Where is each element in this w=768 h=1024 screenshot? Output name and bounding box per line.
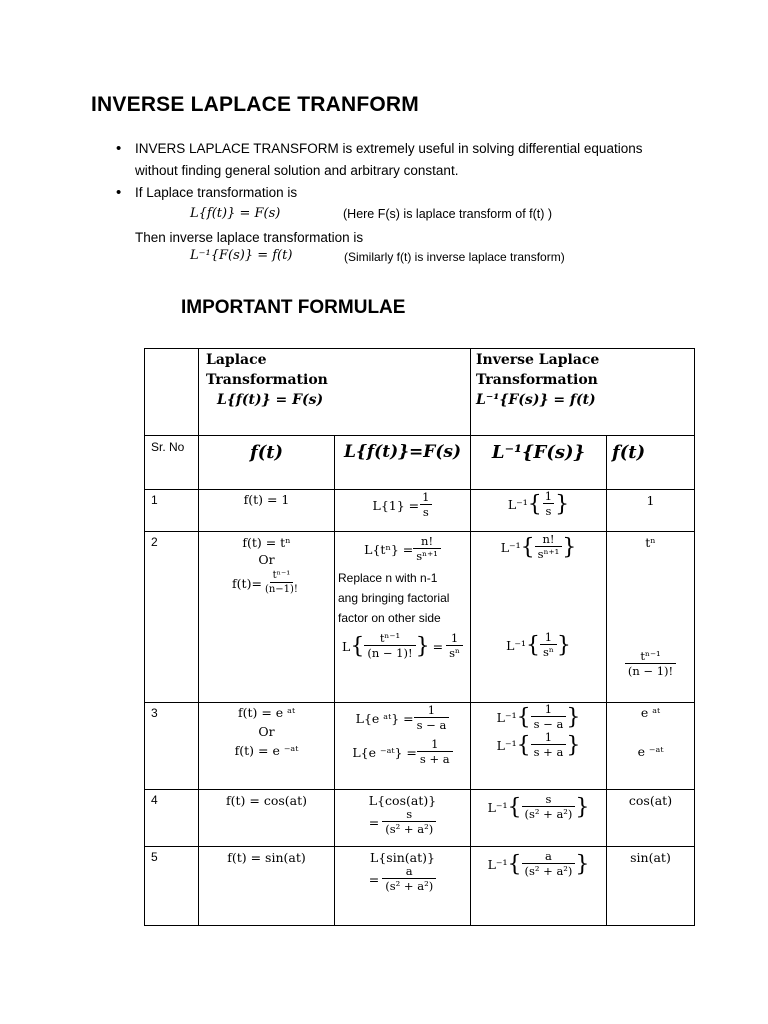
row-1-laplace-prefix: L{1} = <box>372 497 420 513</box>
row-2-laplace-shifted-prefix: L <box>342 638 351 654</box>
row-2-shifted-equals: = <box>432 638 444 654</box>
table-row <box>145 490 695 532</box>
bullet-marker: • <box>116 184 122 201</box>
table-column-header-row <box>145 436 695 490</box>
row-2-replace-line-3: factor on other side <box>338 611 441 625</box>
row-3-laplace-b-num: 1 <box>431 737 439 751</box>
row-3-inverse-b-prefix: L⁻¹ <box>496 737 517 753</box>
bullet-1-line-2: without finding general solution and arbitrary constant. <box>135 163 459 178</box>
row-4-result: cos(at) <box>628 793 673 808</box>
table-row <box>145 532 695 703</box>
row-2-ft-b-num: tⁿ⁻¹ <box>270 569 294 583</box>
row-2-ft-a: f(t) = tⁿ <box>242 535 291 550</box>
row-5-result: sin(at) <box>630 850 671 865</box>
row-3-inverse-a-den: s − a <box>531 716 567 731</box>
row-2-result: tⁿ <box>645 535 656 550</box>
row-1-inverse-num: 1 <box>544 489 553 503</box>
row-5-laplace-top: L{sin(at)} <box>370 850 435 865</box>
laplace-header-label-2: Transformation <box>206 372 328 388</box>
row-3-inverse-b-den: s + a <box>531 744 567 759</box>
inverse-header-formula: L⁻¹{F(s)} = f(t) <box>476 392 596 408</box>
row-5-inverse-prefix: L⁻¹ <box>487 856 508 872</box>
header-srno <box>145 436 199 490</box>
row-4-inverse-num: s <box>545 792 552 806</box>
header-lf <box>335 436 471 490</box>
inverse-header-label-2: Transformation <box>476 372 598 388</box>
equation-laplace-note: (Here F(s) is laplace transform of f(t) ) <box>343 207 553 221</box>
equation-laplace: L{f(t)} = F(s) <box>190 206 281 221</box>
header-ft2-label: f(t) <box>612 442 646 463</box>
row-1-laplace-den: s <box>420 504 432 519</box>
row-1-ft: f(t) = 1 <box>243 492 290 507</box>
row-number: 3 <box>151 706 158 720</box>
table-row <box>145 847 695 926</box>
row-5-laplace-num: a <box>405 864 413 878</box>
row-2-inverse-shifted-den: sⁿ <box>540 644 557 659</box>
row-2-laplace <box>335 532 470 563</box>
row-2-inverse-shifted-num: 1 <box>544 630 553 644</box>
row-2-replace-note <box>335 563 470 628</box>
header-ft-label: f(t) <box>249 442 284 463</box>
row-2-ft-b <box>199 567 334 597</box>
row-2-shifted-num: 1 <box>450 631 459 645</box>
row-3-ft-b: f(t) = e ⁻ᵃᵗ <box>234 743 299 758</box>
row-3-laplace-b-prefix: L{e ⁻ᵃᵗ} = <box>352 744 417 760</box>
row-3-result-a: e ᵃᵗ <box>640 705 661 720</box>
table-row <box>145 790 695 847</box>
row-2-ft-b-prefix: f(t)= <box>232 575 262 591</box>
table-row <box>145 703 695 790</box>
row-4-laplace <box>335 808 470 836</box>
header-linv <box>471 436 607 490</box>
row-4-inverse: L⁻¹ { $\frac{s}{\text{(s² + a²)}}$ } <box>487 792 590 821</box>
row-3-laplace-a-prefix: L{e ᵃᵗ} = <box>355 710 414 726</box>
row-4-laplace-top: L{cos(at)} <box>368 793 437 808</box>
row-4-inverse-den: (s² + a²) <box>522 806 576 821</box>
bullet-1 <box>135 138 695 182</box>
bullet-1-line-1: INVERS LAPLACE TRANSFORM is extremely useful in solving differential equations <box>135 141 643 156</box>
row-4-laplace-num: s <box>406 807 413 821</box>
row-2-inverse: L⁻¹ { $\frac{n!}{\text{sⁿ⁺¹}}$ } <box>500 532 577 561</box>
row-5-laplace-equals: = <box>368 871 380 887</box>
row-2-laplace-den: sⁿ⁺¹ <box>413 548 441 563</box>
row-2-replace-line-1: Replace n with n-1 <box>338 571 438 585</box>
row-2-laplace-num: n! <box>421 534 434 548</box>
row-3-inverse-a: L⁻¹ { $\frac{1}{s - a}$ } <box>496 702 581 731</box>
row-1-laplace-num: 1 <box>422 490 430 504</box>
row-3-laplace-a-den: s − a <box>414 717 450 732</box>
bullet-marker: • <box>116 140 122 157</box>
row-number: 2 <box>151 535 158 549</box>
row-2-shifted-inner-num: tⁿ⁻¹ <box>379 631 401 645</box>
row-3-inverse-a-prefix: L⁻¹ <box>496 709 517 725</box>
row-1-laplace <box>335 490 470 519</box>
row-3-inverse-a-num: 1 <box>544 702 553 716</box>
header-linv-label: L⁻¹{F(s)} <box>491 442 586 463</box>
laplace-header-label-1: Laplace <box>206 352 267 368</box>
row-2-inverse-den: sⁿ⁺¹ <box>535 546 563 561</box>
row-3-inverse-b: L⁻¹ { $\frac{1}{s + a}$ } <box>496 730 581 759</box>
row-5-inverse: L⁻¹ { $\frac{a}{\text{(s² + a²)}}$ } <box>487 849 590 878</box>
header-srno-label: Sr. No <box>151 440 185 454</box>
header-ft <box>199 436 335 490</box>
row-2-laplace-prefix: L{tⁿ} = <box>364 541 414 557</box>
header-lf-label: L{f(t)}=F(s) <box>343 442 462 462</box>
row-3-laplace-b <box>335 732 470 766</box>
row-5-ft: f(t) = sin(at) <box>227 850 306 865</box>
then-text: Then inverse laplace transformation is <box>135 230 364 245</box>
row-2-or: Or <box>258 552 275 567</box>
page-title: INVERSE LAPLACE TRANFORM <box>91 93 419 116</box>
equation-inverse-note: (Similarly f(t) is inverse laplace transform) <box>344 250 565 264</box>
section-subtitle: IMPORTANT FORMULAE <box>181 297 406 318</box>
row-4-laplace-den: (s² + a²) <box>382 821 436 836</box>
table-group-header-row <box>145 349 695 436</box>
inverse-group-header <box>471 349 695 436</box>
row-2-inverse-shifted-prefix: L⁻¹ <box>506 637 527 653</box>
row-3-or: Or <box>258 724 275 739</box>
row-2-ft-b-den: (n−1)! <box>264 584 298 595</box>
row-3-laplace-b-den: s + a <box>417 751 453 766</box>
row-2-shifted-inner-den: (n − 1)! <box>364 645 415 660</box>
row-5-inverse-num: a <box>545 849 552 863</box>
formulae-table <box>144 348 695 926</box>
empty-corner-cell <box>145 349 199 436</box>
row-2-inverse-prefix: L⁻¹ <box>500 539 521 555</box>
header-ft2 <box>607 436 695 490</box>
row-5-laplace-den: (s² + a²) <box>382 878 436 893</box>
bullet-2: If Laplace transformation is <box>135 185 298 200</box>
row-3-laplace-a-num: 1 <box>427 703 436 717</box>
row-3-result-b: e ⁻ᵃᵗ <box>637 744 664 759</box>
row-1-inverse-den: s <box>543 503 555 518</box>
row-3-ft-a: f(t) = e ᵃᵗ <box>237 705 296 720</box>
row-2-shifted-den: sⁿ <box>446 645 463 660</box>
row-5-inverse-den: (s² + a²) <box>522 863 576 878</box>
row-3-inverse-b-num: 1 <box>544 730 553 744</box>
row-number: 1 <box>151 493 158 507</box>
row-2-replace-line-2: ang bringing factorial <box>338 591 450 605</box>
row-5-laplace <box>335 865 470 893</box>
row-2-result-shifted-den: (n − 1)! <box>625 663 676 678</box>
row-1-inverse-prefix: L⁻¹ <box>507 496 528 512</box>
row-4-laplace-equals: = <box>368 814 380 830</box>
row-3-laplace-a <box>335 703 470 732</box>
row-2-result-shifted <box>607 550 694 678</box>
row-1-inverse: L⁻¹ { $\frac{1}{s}$ } <box>507 489 570 518</box>
row-number: 5 <box>151 850 158 864</box>
laplace-header-formula: L{f(t)} = F(s) <box>217 392 324 408</box>
row-2-inverse-shifted: L⁻¹ { $\frac{1}{\text{sⁿ}}$ } <box>506 630 571 659</box>
equation-inverse: L⁻¹{F(s)} = f(t) <box>190 248 293 263</box>
row-2-result-shifted-num: tⁿ⁻¹ <box>640 649 661 663</box>
row-4-ft: f(t) = cos(at) <box>226 793 307 808</box>
row-number: 4 <box>151 793 158 807</box>
laplace-group-header <box>199 349 471 436</box>
row-2-laplace-shifted: L { $\frac{\text{tⁿ⁻¹}}{(n - 1)!}$ } = $\frac{1}{\text{sⁿ}}$ <box>335 628 470 660</box>
row-1-result: 1 <box>646 493 655 508</box>
row-2-inverse-num: n! <box>542 532 555 546</box>
row-4-inverse-prefix: L⁻¹ <box>487 799 508 815</box>
inverse-header-label-1: Inverse Laplace <box>476 352 600 368</box>
